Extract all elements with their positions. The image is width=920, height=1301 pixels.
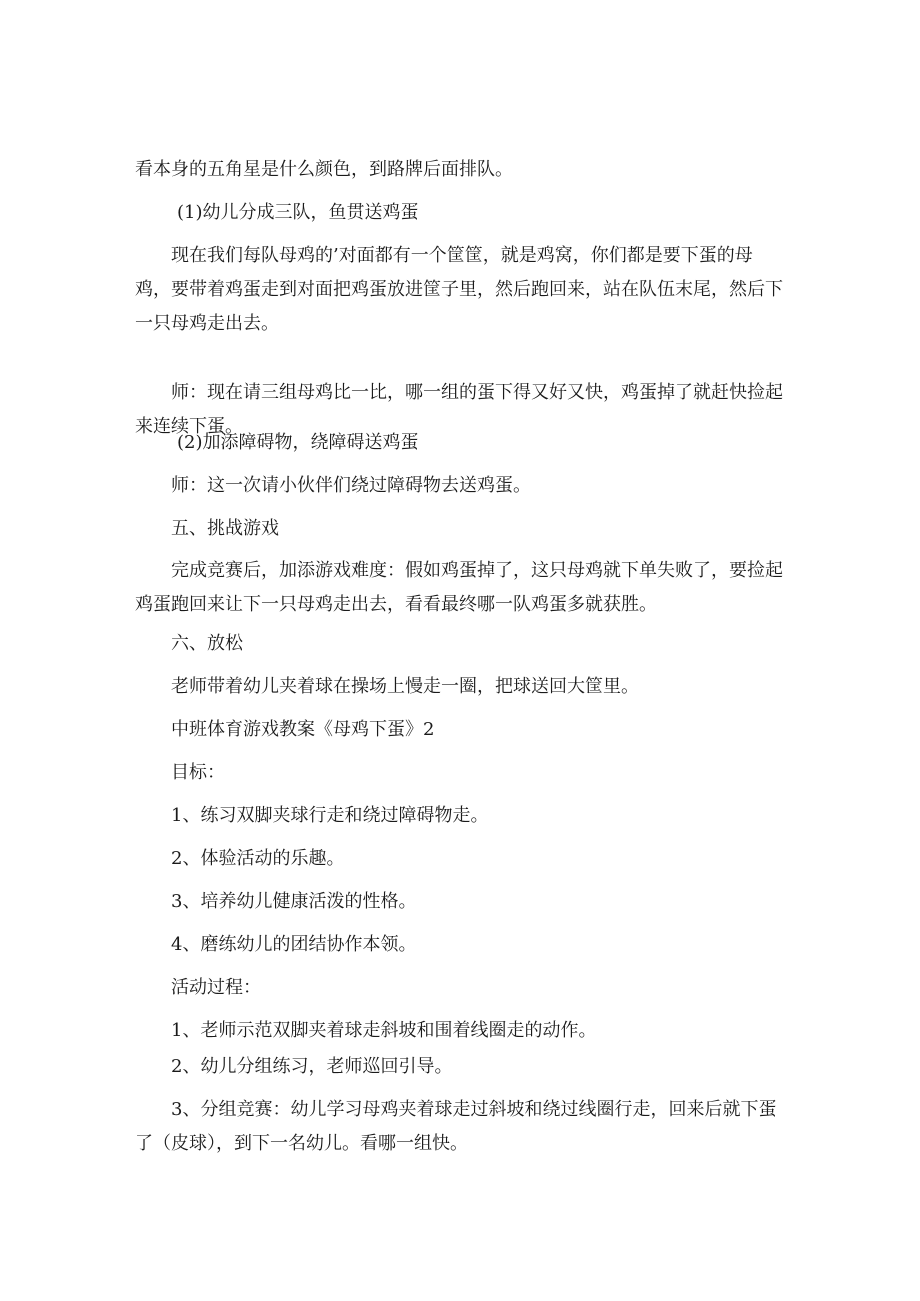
goal-item: 3、培养幼儿健康活泼的性格。 [171, 891, 417, 912]
document-title: 中班体育游戏教案《母鸡下蛋》2 [171, 719, 435, 740]
section-heading-relax: 六、放松 [171, 633, 243, 654]
goal-item: 4、磨练幼儿的团结协作本领。 [171, 934, 417, 955]
goals-heading: 目标： [171, 762, 225, 783]
paragraph-basket-explanation: 现在我们每队母鸡的’对面都有一个筐筐，就是鸡窝，你们都是要下蛋的母鸡，要带着鸡蛋走到对面把鸡蛋放进筐子里，然后跑回来，站在队伍末尾，然后下一只母鸡走出去。 [135, 245, 783, 334]
section-heading-challenge: 五、挑战游戏 [171, 518, 279, 539]
process-heading: 活动过程： [171, 977, 261, 998]
goal-item: 1、练习双脚夹球行走和绕过障碍物走。 [171, 805, 489, 826]
goal-item: 2、体验活动的乐趣。 [171, 848, 345, 869]
subheading-1: (1)幼儿分成三队，鱼贯送鸡蛋 [177, 202, 419, 223]
process-step: 3、分组竞赛：幼儿学习母鸡夹着球走过斜坡和绕过线圈行走，回来后就下蛋了（皮球），到下一名幼儿。看哪一组快。 [135, 1099, 777, 1154]
paragraph-teacher-compete: 师：现在请三组母鸡比一比，哪一组的蛋下得又好又快，鸡蛋掉了就赶快捡起来连续下蛋。 [135, 382, 783, 437]
paragraph-teacher-obstacles: 师：这一次请小伙伴们绕过障碍物去送鸡蛋。 [171, 475, 531, 496]
process-step: 2、幼儿分组练习，老师巡回引导。 [171, 1056, 453, 1077]
paragraph-relax: 老师带着幼儿夹着球在操场上慢走一圈，把球送回大筐里。 [171, 676, 639, 697]
paragraph-continuation: 看本身的五角星是什么颜色，到路牌后面排队。 [135, 159, 513, 180]
subheading-2: (2)加添障碍物，绕障碍送鸡蛋 [177, 432, 419, 453]
process-step: 1、老师示范双脚夹着球走斜坡和围着线圈走的动作。 [171, 1020, 597, 1041]
paragraph-challenge-rules: 完成竞赛后，加添游戏难度：假如鸡蛋掉了，这只母鸡就下单失败了，要捡起鸡蛋跑回来让下一只母鸡走出去，看看最终哪一队鸡蛋多就获胜。 [135, 560, 783, 615]
